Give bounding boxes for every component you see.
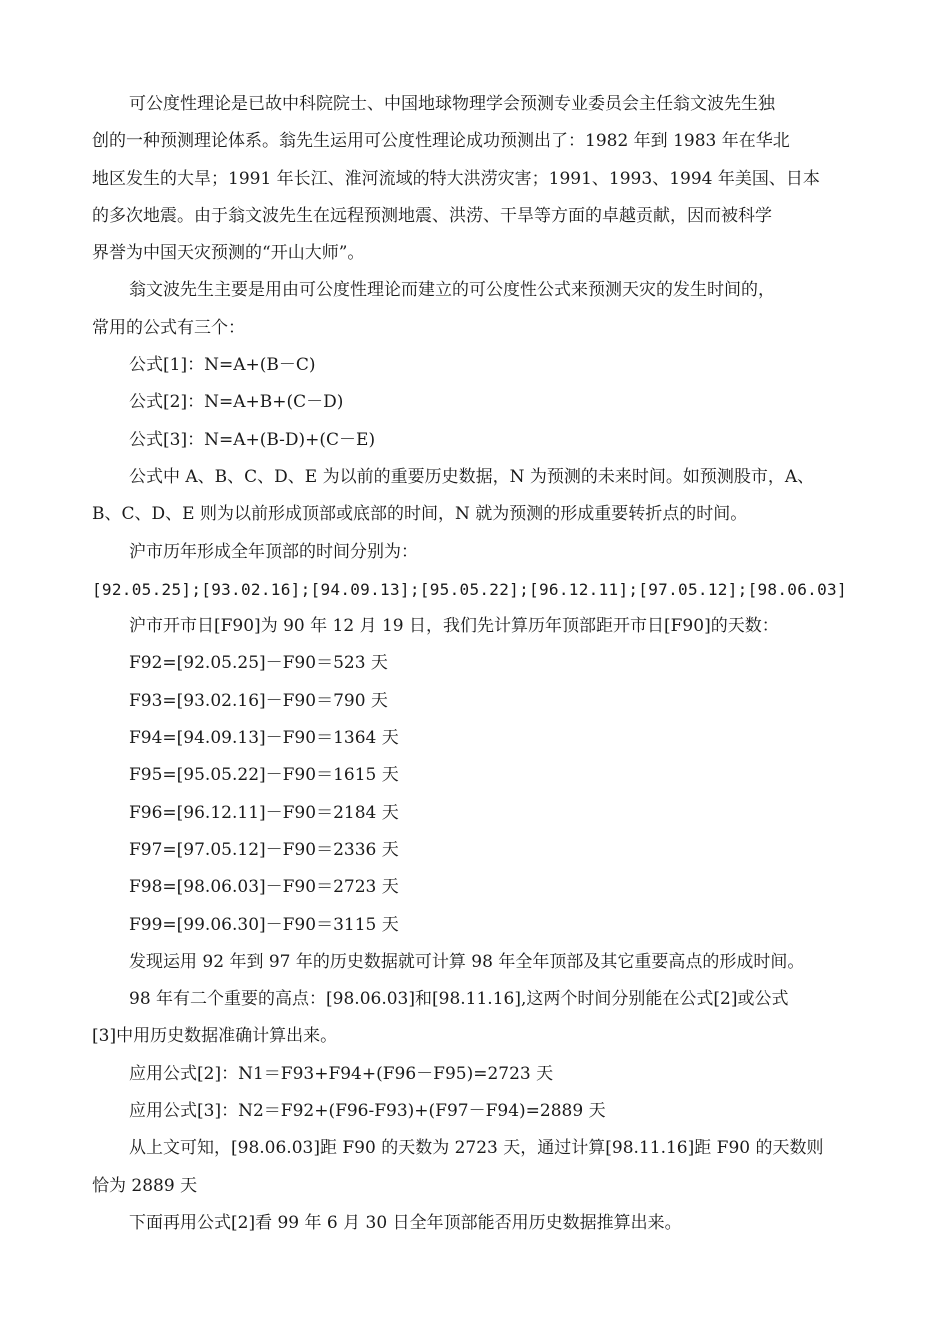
formula-intro-paragraph	[92, 272, 862, 347]
tops-intro: 沪市历年形成全年顶部的时间分别为：	[129, 541, 418, 562]
highs-paragraph	[92, 981, 862, 1056]
day-count-f98: F98=[98.06.03]－F90＝2723 天	[129, 877, 399, 898]
formula-2: 公式[2]：N=A+B+(C－D)	[129, 392, 344, 413]
formula-list	[92, 347, 862, 459]
paragraph-line: 界誉为中国天灾预测的“开山大师”。	[92, 243, 365, 264]
paragraph-line: 常用的公式有三个：	[92, 317, 245, 338]
closing-text: 下面再用公式[2]看 99 年 6 月 30 日全年顶部能否用历史数据推算出来。	[129, 1212, 682, 1233]
day-count-list	[92, 645, 862, 943]
day-count-f94: F94=[94.09.13]－F90＝1364 天	[129, 728, 399, 749]
day-count-f96: F96=[96.12.11]－F90＝2184 天	[129, 802, 399, 823]
paragraph-line: 创的一种预测理论体系。翁先生运用可公度性理论成功预测出了：1982 年到 1983 年在华北	[92, 131, 790, 152]
variable-explanation-paragraph	[92, 459, 862, 534]
paragraph-line: 公式中 A、B、C、D、E 为以前的重要历史数据，N 为预测的未来时间。如预测股市，A、	[129, 466, 815, 487]
finding-text: 发现运用 92 年到 97 年的历史数据就可计算 98 年全年顶部及其它重要高点的形成时间。	[129, 951, 805, 972]
day-count-f92: F92=[92.05.25]－F90＝523 天	[129, 653, 388, 674]
formula-3: 公式[3]：N=A+(B-D)+(C－E)	[129, 429, 376, 450]
paragraph-line: 地区发生的大旱；1991 年长江、淮河流域的特大洪涝灾害；1991、1993、1994 年美国、日本	[92, 168, 820, 189]
intro-paragraph	[92, 86, 862, 272]
application-list	[92, 1056, 862, 1131]
document-body	[92, 86, 862, 1242]
application-formula-2: 应用公式[2]：N1＝F93+F94+(F96－F95)=2723 天	[129, 1063, 554, 1084]
paragraph-line: 可公度性理论是已故中科院院士、中国地球物理学会预测专业委员会主任翁文波先生独	[129, 94, 775, 114]
paragraph-line: 的多次地震。由于翁文波先生在远程预测地震、洪涝、干旱等方面的卓越贡献，因而被科学	[92, 205, 772, 226]
paragraph-line: B、C、D、E 则为以前形成顶部或底部的时间，N 就为预测的形成重要转折点的时间。	[92, 504, 748, 525]
day-count-f99: F99=[99.06.30]－F90＝3115 天	[129, 914, 399, 935]
day-count-f97: F97=[97.05.12]－F90＝2336 天	[129, 839, 399, 860]
paragraph-line: 恰为 2889 天	[92, 1175, 198, 1196]
conclusion-paragraph	[92, 1130, 862, 1205]
paragraph-line: 从上文可知，[98.06.03]距 F90 的天数为 2723 天，通过计算[98.11.16]距 F90 的天数则	[129, 1138, 824, 1159]
application-formula-3: 应用公式[3]：N2＝F92+(F96-F93)+(F97－F94)=2889 天	[129, 1101, 606, 1122]
day-count-f95: F95=[95.05.22]－F90＝1615 天	[129, 765, 399, 786]
paragraph-line: 翁文波先生主要是用由可公度性理论而建立的可公度性公式来预测天灾的发生时间的，	[129, 280, 775, 301]
tops-date-list: [92.05.25];[93.02.16];[94.09.13];[95.05.22];[96.12.11];[97.05.12];[98.06.03]	[92, 579, 847, 599]
day-count-f93: F93=[93.02.16]－F90＝790 天	[129, 690, 388, 711]
paragraph-line: 98 年有二个重要的高点：[98.06.03]和[98.11.16],这两个时间分别能在公式[2]或公式	[129, 989, 789, 1010]
open-day-text: 沪市开市日[F90]为 90 年 12 月 19 日，我们先计算历年顶部距开市日[F90]的天数：	[129, 616, 779, 637]
paragraph-line: [3]中用历史数据准确计算出来。	[92, 1026, 338, 1047]
formula-1: 公式[1]：N=A+(B－C)	[129, 355, 316, 376]
